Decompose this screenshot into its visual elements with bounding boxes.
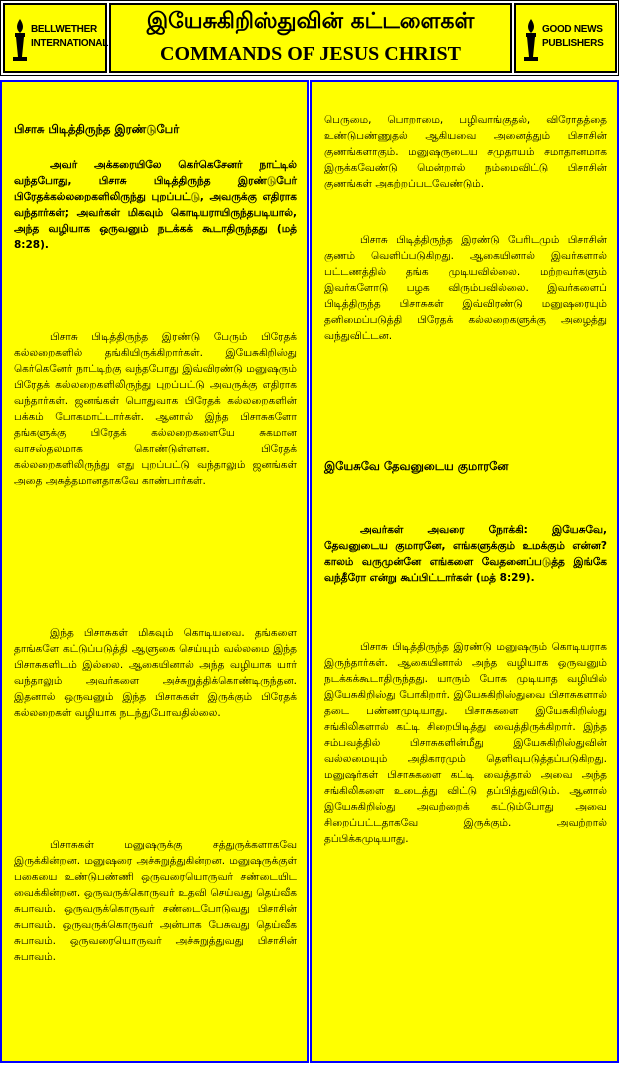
torch-icon	[11, 17, 29, 63]
right-column	[310, 80, 619, 1063]
paragraph-left-1: பிசாசு பிடித்திருந்த இரண்டு பேரும் பிரேதக் கல்லறைகளில் தங்கியிருக்கிறார்கள். இயேசுகிறிஸ்து கெர்கெனேர் நாட்டிற்கு வந்தபோது இவ்விரண்டு மனுஷரும் பிரேதக் கல்லறைகளிலிருந்து புறப்பட்டு அவருக்கு எதிராக வந்தார்கள். ஜனங்கள் பொதுவாக பிரேதக் கல்லறைகளின் பக்கம் போகமாட்டார்கள். ஆனால் இந்த பிசாசுகளோ தங்களுக்கு பிரேதக் கல்லறைகளையே சுகமான வாசஸ்தலமாக கொண்டுள்ளன. பிரேதக் கல்லறைகளிலிருந்து எது புறப்பட்டு வந்தாலும் ஜனங்கள் அதை அசுத்தமானதாகவே காண்பார்கள்.	[14, 331, 297, 487]
verse-quote-right: அவர்கள் அவரை நோக்கி: இயேசுவே, தேவனுடைய குமாரனே, எங்களுக்கும் உமக்கும் என்ன? காலம் வருமுன்னே எங்களை வேதனைப்படுத்த இங்கே வந்தீரோ என்று கூப்பிட்டார்கள் (மத் 8:29).	[324, 524, 607, 584]
left-column	[0, 80, 309, 1063]
right-logo-text: GOOD NEWS PUBLISHERS	[542, 24, 604, 49]
verse-quote-left: அவர் அக்கரையிலே கெர்கெசேனர் நாட்டில் வந்தபோது, பிசாசு பிடித்திருந்த இரண்டுபேர் பிரேதக்கல்லறைகளிலிருந்து புறப்பட்டு, அவருக்கு எதிராக வந்தார்கள்; அவர்கள் மிகவும் கொடியராயிருந்தபடியால், அந்த வழியாக ஒருவனும் நடக்கக் கூடாதிருந்தது (மத் 8:28).	[14, 159, 297, 251]
paragraph-right-3: பிசாசு பிடித்திருந்த இரண்டு மனுஷரும் கொடியராக இருந்தார்கள். ஆகையினால் அந்த வழியாக ஒருவனும் நடக்கக்கூடாதிருந்தது. யாரும் போக முடியாத வழியில் இயேசுகிறிஸ்து போகிறார். இயேசுகிறிஸ்துவை பிசாசுகளால் தடை பண்ணமுடியாது. பிசாசுகளை இயேசுகிறிஸ்து சங்கிலிகளால் கட்டி சிறைபிடித்து வைத்திருக்கிறார். இந்த சம்பவத்தில் பிசாசுகளின்மீது இயேசுகிறிஸ்துவின் வல்லமையும் அதிகாரமும் தெளிவுபடுத்தப்படுகிறது. மனுஷர்கள் பிசாசுகளை கட்டி வைத்தால் அவை அந்த சங்கிலிகளை உடைத்து விட்டு தப்பித்துவிடும். ஆனால் இயேசுகிறிஸ்து அவற்றைக் கட்டும்போது அவை சிறைப்பட்டதாகவே இருக்கும். அவற்றால் தப்பிக்கமுடியாது.	[324, 641, 607, 845]
section-heading-right: இயேசுவே தேவனுடைய குமாரனே	[324, 459, 509, 473]
paragraph-right-1: பெருமை, பொறாமை, பழிவாங்குதல், விரோதத்தை உண்டுபண்ணுதல் ஆகியவை அனைத்தும் பிசாசின் குணங்களாகும். மனுஷருடைய சமுதாயம் சமாதானமாக இருக்கவேண்டு மென்றால் நம்மைவிட்டு பிசாசின் குணங்கள் அகற்றப்படவேண்டும்.	[324, 114, 607, 190]
title-box	[109, 3, 512, 73]
paragraph-left-2: இந்த பிசாசுகள் மிகவும் கொடியவை. தங்களை தாங்களே கட்டுப்படுத்தி ஆளுகை செய்யும் வல்லமை இந்த பிசாசுகளிடம் இல்லை. ஆகையினால் அந்த வழியாக யார் வந்தாலும் அவர்களை அச்சுறுத்திக்கொண்டிருந்தன. இதனால் ஒருவனும் இந்த பிசாசுகள் இருக்கும் பிரேதக் கல்லறைகள் வழியாக நடந்துபோவதில்லை.	[14, 627, 297, 719]
left-logo-text: BELLWETHER INTERNATIONAL	[31, 24, 109, 49]
right-logo-box	[514, 3, 617, 73]
good-news-logo	[522, 15, 614, 65]
paragraph-right-2: பிசாசு பிடித்திருந்த இரண்டு பேரிடமும் பிசாசின் குணம் வெளிப்படுகிறது. ஆகையினால் இவர்களால் பட்டணத்தில் தங்க முடியவில்லை. மற்றவர்களும் இவர்களோடு பழக விரும்பவில்லை. இவர்களைப் பிடித்திருந்த பிசாசுகள் இவ்விரண்டு மனுஷரையும் தனிமைப்படுத்தி பிரேதக் கல்லறைகளுக்கு அழைத்து வந்துவிட்டன.	[324, 234, 607, 342]
section-heading-left: பிசாசு பிடித்திருந்த இரண்டுபேர்	[14, 122, 180, 136]
left-logo-box	[3, 3, 107, 73]
title-tamil: இயேசுகிறிஸ்துவின் கட்டளைகள்	[146, 9, 475, 34]
title-english: COMMANDS OF JESUS CHRIST	[160, 43, 461, 65]
paragraph-left-3: பிசாசுகள் மனுஷருக்கு சத்துருக்களாகவே இருக்கின்றன. மனுஷரை அச்சுறுத்துகின்றன. மனுஷருக்குள் பகையை உண்டுபண்ணி ஒருவரையொருவர் சண்டையிட வைக்கின்றன. ஒருவருக்கொருவர் உதவி செய்வது தெய்வீக சுபாவம். ஒருவருக்கொருவர் சண்டைபோடுவது பிசாசின் சுபாவம். ஒருவருக்கொருவர் அன்பாக பேசுவது தெய்வீக சுபாவம். ஒருவரையொருவர் அச்சுறுத்துவது பிசாசின் சுபாவம்.	[14, 839, 297, 963]
header	[0, 0, 619, 76]
torch-icon	[522, 17, 540, 63]
bellwether-logo	[11, 15, 109, 65]
